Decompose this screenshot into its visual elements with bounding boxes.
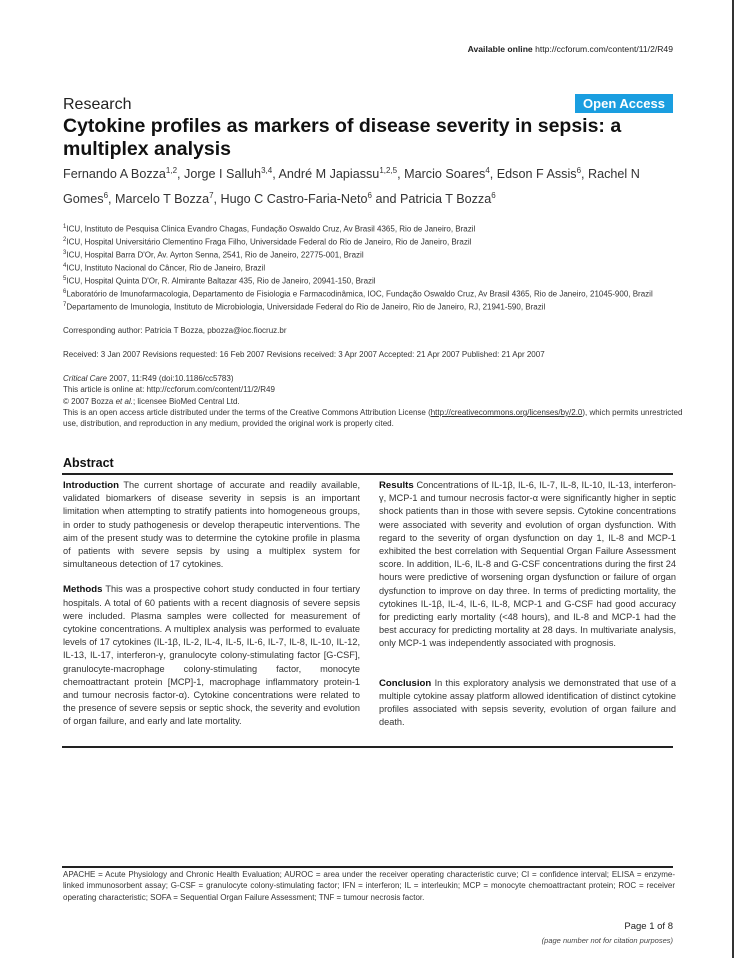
author-list: Fernando A Bozza$^{1,2}$, Jorge I Salluh$^{3,4}$, André M Japiassu$^{1,2,5}$, Marcio Soares$^4$, Edson F Assis$^6$, Rachel N Gomes$^6$, Marcelo T Bozza$^7$, Hugo C Castro-Faria-Neto$^6$ and Patricia T Bozza$^6$ bbox=[63, 166, 640, 207]
citation-ref: 2007, 11:R49 (doi:10.1186/cc5783) bbox=[107, 374, 234, 383]
author: Patricia T Bozza$^6$ bbox=[399, 191, 496, 207]
affiliation-item: $^6$Laboratório de Imunofarmacologia, Departamento de Fisiologia e Farmacodinâmica, IOC, Fundação Oswaldo Cruz, Av Brasil 4365, Rio de Janeiro, 21045-900, Brazil bbox=[63, 288, 653, 299]
abstract-left-column bbox=[63, 479, 360, 741]
author: Edson F Assis$^6$ bbox=[496, 166, 582, 182]
conclusion-label: Conclusion bbox=[379, 677, 432, 689]
citation-block bbox=[63, 373, 683, 429]
abstract-rule bbox=[62, 473, 673, 475]
author-affiliation-ref: 1,2 bbox=[165, 166, 178, 175]
affiliation-item: $^2$ICU, Hospital Universitário Clementino Fraga Filho, Universidade Federal do Rio de Janeiro, Rio de Janeiro, Brazil bbox=[63, 236, 472, 247]
methods-label: Methods bbox=[63, 584, 103, 596]
copyright-line bbox=[63, 396, 683, 407]
license-post: ), which permits unrestricted use, distribution, and reproduction in any medium, provided the original work is properly cited. bbox=[63, 407, 683, 429]
affiliation-item: $^7$Departamento de Imunologia, Instituto de Microbiologia, Universidade Federal do Rio de Janeiro, Rio de Janeiro, RJ, 21941-590, Brazil bbox=[63, 301, 546, 312]
abstract-heading: Abstract bbox=[63, 456, 114, 470]
online-line: This article is online at: http://ccforum.com/content/11/2/R49 bbox=[63, 385, 275, 395]
footnote-rule bbox=[62, 866, 673, 868]
available-label: Available online bbox=[467, 44, 533, 54]
abstract-right-column bbox=[379, 479, 676, 741]
license-link[interactable]: http://creativecommons.org/licenses/by/2.0 bbox=[430, 407, 583, 417]
author-affiliation-ref: 6 bbox=[367, 191, 372, 201]
available-url[interactable]: http://ccforum.com/content/11/2/R49 bbox=[535, 44, 673, 54]
conclusion-text: In this exploratory analysis we demonstrated that use of a multiple cytokine assay platform allowed identification of distinct cytokine profiles associated with sepsis severity, evolution of organ failure and death. bbox=[379, 677, 676, 728]
methods-text: This was a prospective cohort study conducted in four tertiary hospitals. A total of 60 patients with a recent diagnosis of severe sepsis were included. Plasma samples were collected for measurement of cytokine concentrations. A multiplex analysis was performed to evaluate levels of 17 cytokines (IL-1β, IL-2, IL-4, IL-5, IL-6, IL-7, IL-8, IL-10, IL-12, IL-13, IL-17, interferon-γ, granulocyte colony-stimulating factor [G-CSF], granulocyte-macrophage colony-stimulating factor, monocyte chemoattractant protein [MCP]-1, macrophage inflammatory protein-1 and tumour necrosis factor-α). Cytokine concentrations were related to the presence of severe sepsis or septic shock, the severity and evolution of organ failure, and early and late mortality. bbox=[63, 584, 360, 727]
corresponding-author: Corresponding author: Patricia T Bozza, pbozza@ioc.fiocruz.br bbox=[63, 326, 287, 335]
open-access-badge: Open Access bbox=[575, 94, 673, 113]
author-affiliation-ref: 4 bbox=[485, 166, 490, 175]
license-pre: This is an open access article distributed under the terms of the Creative Commons Attribution License ( bbox=[63, 407, 431, 417]
journal-name: Critical Care bbox=[63, 374, 108, 383]
page-edge bbox=[732, 0, 734, 958]
author: Fernando A Bozza$^{1,2}$ bbox=[63, 166, 178, 182]
author-affiliation-ref: 6 bbox=[576, 166, 582, 175]
author: Hugo C Castro-Faria-Neto$^6$ bbox=[220, 191, 372, 207]
affiliation-number: 4 bbox=[63, 262, 67, 269]
author-affiliation-ref: 3,4 bbox=[261, 166, 273, 175]
affiliation-number: 1 bbox=[63, 224, 67, 230]
author: Marcelo T Bozza$^7$ bbox=[115, 191, 214, 207]
abstract-methods bbox=[63, 583, 360, 728]
author-affiliation-ref: 6 bbox=[103, 191, 109, 201]
affiliation-number: 7 bbox=[63, 301, 67, 308]
copyright-etal: et al. bbox=[115, 396, 133, 406]
copyright-pre: © 2007 Bozza bbox=[63, 396, 116, 406]
affiliation-item: $^5$ICU, Hospital Quinta D'Or, R. Almirante Baltazar 435, Rio de Janeiro, 20941-150, Brazil bbox=[63, 275, 376, 286]
section-label: Research bbox=[63, 96, 132, 113]
affiliation-item: $^4$ICU, Instituto Nacional do Câncer, Rio de Janeiro, Brazil bbox=[63, 262, 266, 273]
affiliation-number: 5 bbox=[63, 275, 67, 282]
citation-line bbox=[63, 373, 683, 384]
author-affiliation-ref: 7 bbox=[209, 191, 214, 201]
author: Jorge I Salluh$^{3,4}$ bbox=[184, 166, 273, 182]
abbreviations-footnote: APACHE = Acute Physiology and Chronic Health Evaluation; AUROC = area under the receiver operating characteristic curve; CI = confidence interval; ELISA = enzyme-linked immunosorbent assay; G-CSF = granulocyte colony-stimulating factor; IFN = interferon; IL = interleukin; MCP = monocyte chemoattractant protein; ROC = receiver operating characteristic; SOFA = Sequential Organ Failure Assessment; TNF = tumour necrosis factor. bbox=[63, 870, 675, 902]
author: André M Japiassu$^{1,2,5}$ bbox=[278, 166, 398, 182]
affiliation-item: $^1$ICU, Instituto de Pesquisa Clinica Evandro Chagas, Fundação Oswaldo Cruz, Av Brasil 4365, Rio de Janeiro, Brazil bbox=[63, 224, 476, 234]
article-dates: Received: 3 Jan 2007 Revisions requested: 16 Feb 2007 Revisions received: 3 Apr 2007 Accepted: 21 Apr 2007 Published: 21 Apr 2007 bbox=[63, 350, 545, 359]
author: Rachel N Gomes$^6$ bbox=[63, 167, 640, 207]
author-affiliation-ref: 6 bbox=[491, 191, 496, 201]
page-number: Page 1 of 8 bbox=[624, 921, 673, 932]
license-text bbox=[63, 407, 683, 430]
affiliation-item: $^3$ICU, Hospital Barra D'Or, Av. Ayrton Senna, 2541, Rio de Janeiro, 22775-001, Brazil bbox=[63, 249, 364, 260]
results-label: Results bbox=[379, 480, 414, 491]
author-affiliation-ref: 1,2,5 bbox=[379, 166, 398, 175]
affiliations bbox=[63, 222, 683, 313]
copyright-post: ; licensee BioMed Central Ltd. bbox=[132, 396, 240, 406]
author: Marcio Soares$^4$ bbox=[404, 166, 490, 182]
abstract-introduction bbox=[63, 479, 360, 571]
affiliation-number: 6 bbox=[63, 288, 67, 295]
page-number-note: (page number not for citation purposes) bbox=[541, 936, 673, 945]
affiliation-number: 2 bbox=[63, 236, 67, 243]
abstract-conclusion bbox=[379, 677, 676, 730]
abstract-results bbox=[379, 479, 676, 651]
affiliation-number: 3 bbox=[63, 249, 67, 256]
results-text: Concentrations of IL-1β, IL-6, IL-7, IL-8, IL-10, IL-13, interferon-γ, MCP-1 and tumour necrosis factor-α were significantly higher in septic shock patients than in those with severe sepsis. Cytokine concentrations were associated with severity and evolution of organ dysfunction. With regard to the severity of organ dysfunction on day 1, IL-8 and MCP-1 exhibited the best correlation with Sequential Organ Failure Assessment score. In addition, IL-6, IL-8 and G-CSF concentrations during the first 24 hours were predictive of worsening organ dysfunction or failure of organ dysfunction to improve on day three. In terms of predicting mortality, the cytokines IL-1β, IL-4, IL-6, IL-8, MCP-1 and G-CSF had good accuracy for predicting early mortality (<48 hours), and IL-8 and MCP-1 had the best accuracy for predicting mortality at 28 days. In multivariate analysis, only MCP-1 was independently associated with prognosis. bbox=[379, 480, 676, 649]
introduction-label: Introduction bbox=[63, 480, 119, 491]
abstract-end-rule bbox=[62, 746, 673, 748]
introduction-text: The current shortage of accurate and readily available, validated biomarkers of disease severity in sepsis is an important limitation when attempting to stratify patients into homogeneous groups, in order to study pathogenesis or develop therapeutic interventions. The aim of the present study was to determine the cytokine profile in plasma of patients with severe sepsis by using a multiplex system for simultaneous detection of 17 cytokines. bbox=[63, 480, 360, 570]
article-title: Cytokine profiles as markers of disease severity in sepsis: a multiplex analysis bbox=[63, 115, 622, 160]
available-online bbox=[468, 44, 673, 54]
